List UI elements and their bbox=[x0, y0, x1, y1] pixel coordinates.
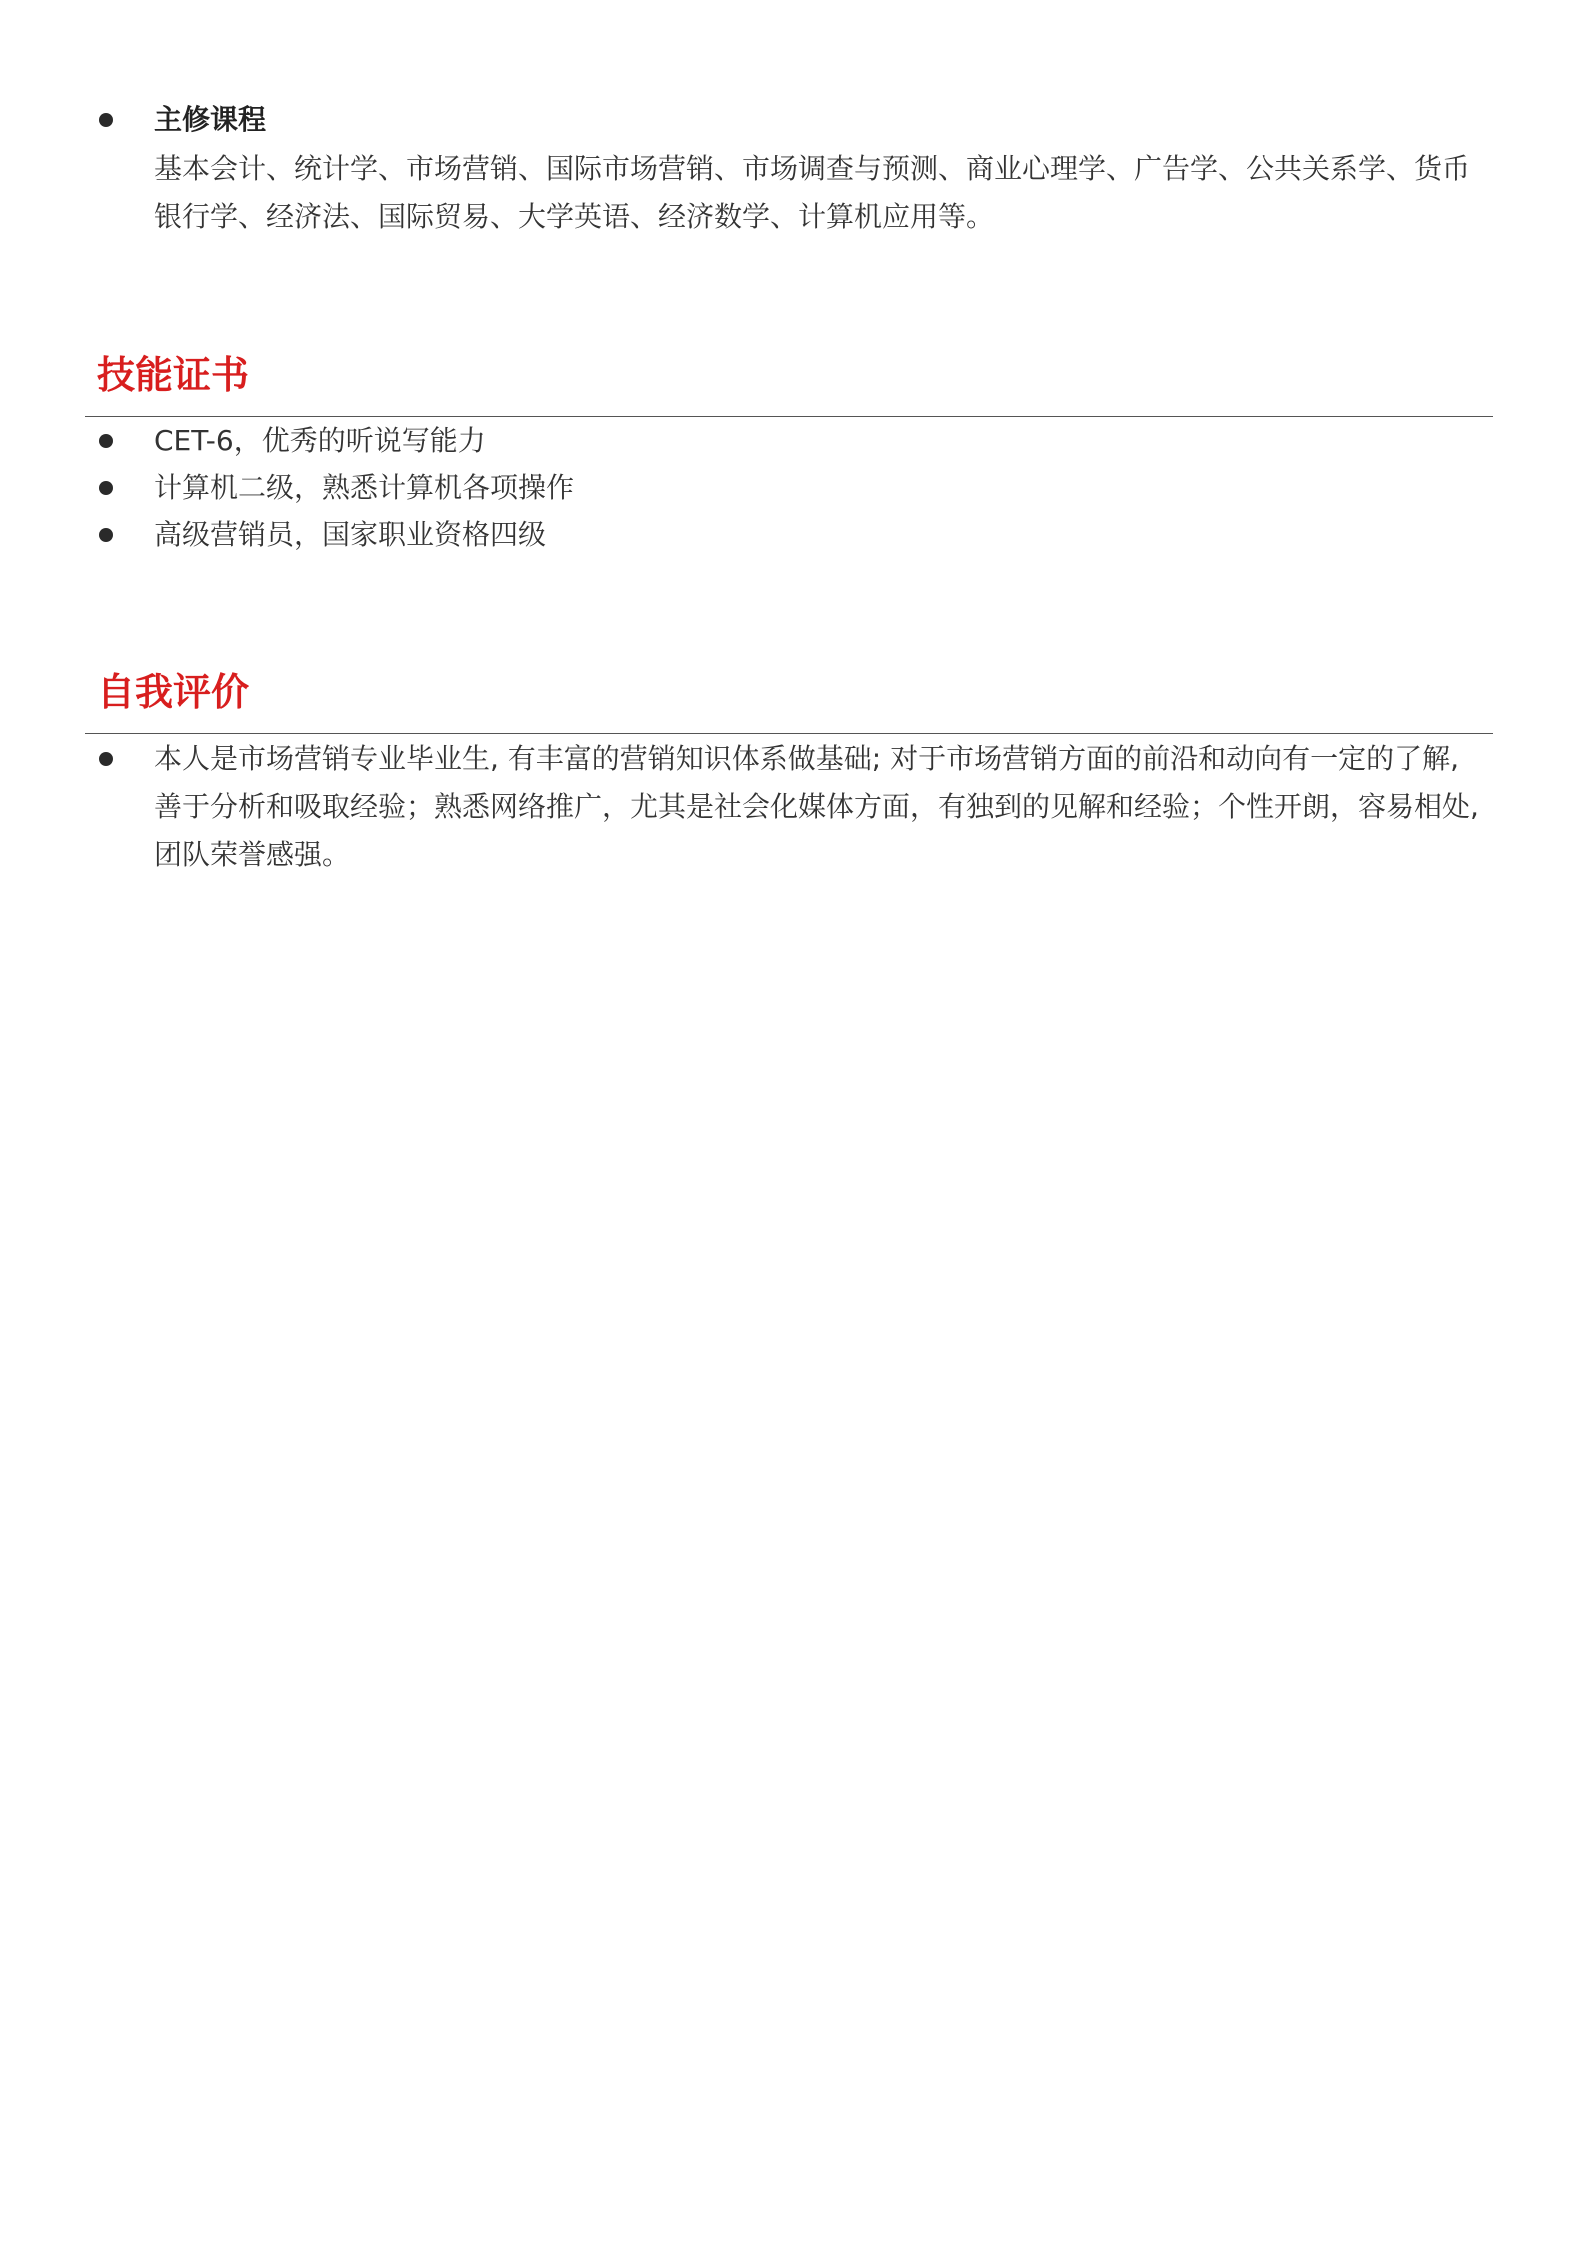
bullet-icon bbox=[99, 752, 113, 766]
bullet-icon bbox=[99, 481, 113, 495]
skill-item: 高级营销员，国家职业资格四级 bbox=[154, 518, 547, 551]
courses-line-1: 基本会计、统计学、市场营销、国际市场营销、市场调查与预测、商业心理学、广告学、公共关系学、货币 bbox=[154, 152, 1471, 185]
courses-line-2: 银行学、经济法、国际贸易、大学英语、经济数学、计算机应用等。 bbox=[154, 200, 995, 233]
self-eval-line-3: 团队荣誉感强。 bbox=[154, 838, 351, 871]
self-eval-line-2: 善于分析和吸取经验；熟悉网络推广，尤其是社会化媒体方面，有独到的见解和经验；个性开朗，容易相处, bbox=[154, 790, 1479, 823]
bullet-icon bbox=[99, 434, 113, 448]
bullet-icon bbox=[99, 113, 113, 127]
skills-section-title: 技能证书 bbox=[97, 353, 250, 397]
self-eval-line-1: 本人是市场营销专业毕业生, 有丰富的营销知识体系做基础; 对于市场营销方面的前沿和动向有一定的了解, bbox=[154, 742, 1460, 775]
skill-item: 计算机二级，熟悉计算机各项操作 bbox=[154, 471, 575, 504]
skill-item: CET-6，优秀的听说写能力 bbox=[154, 424, 486, 457]
courses-heading: 主修课程 bbox=[154, 103, 267, 136]
self-eval-section-title: 自我评价 bbox=[97, 670, 250, 714]
self-eval-divider bbox=[85, 733, 1493, 734]
bullet-icon bbox=[99, 528, 113, 542]
